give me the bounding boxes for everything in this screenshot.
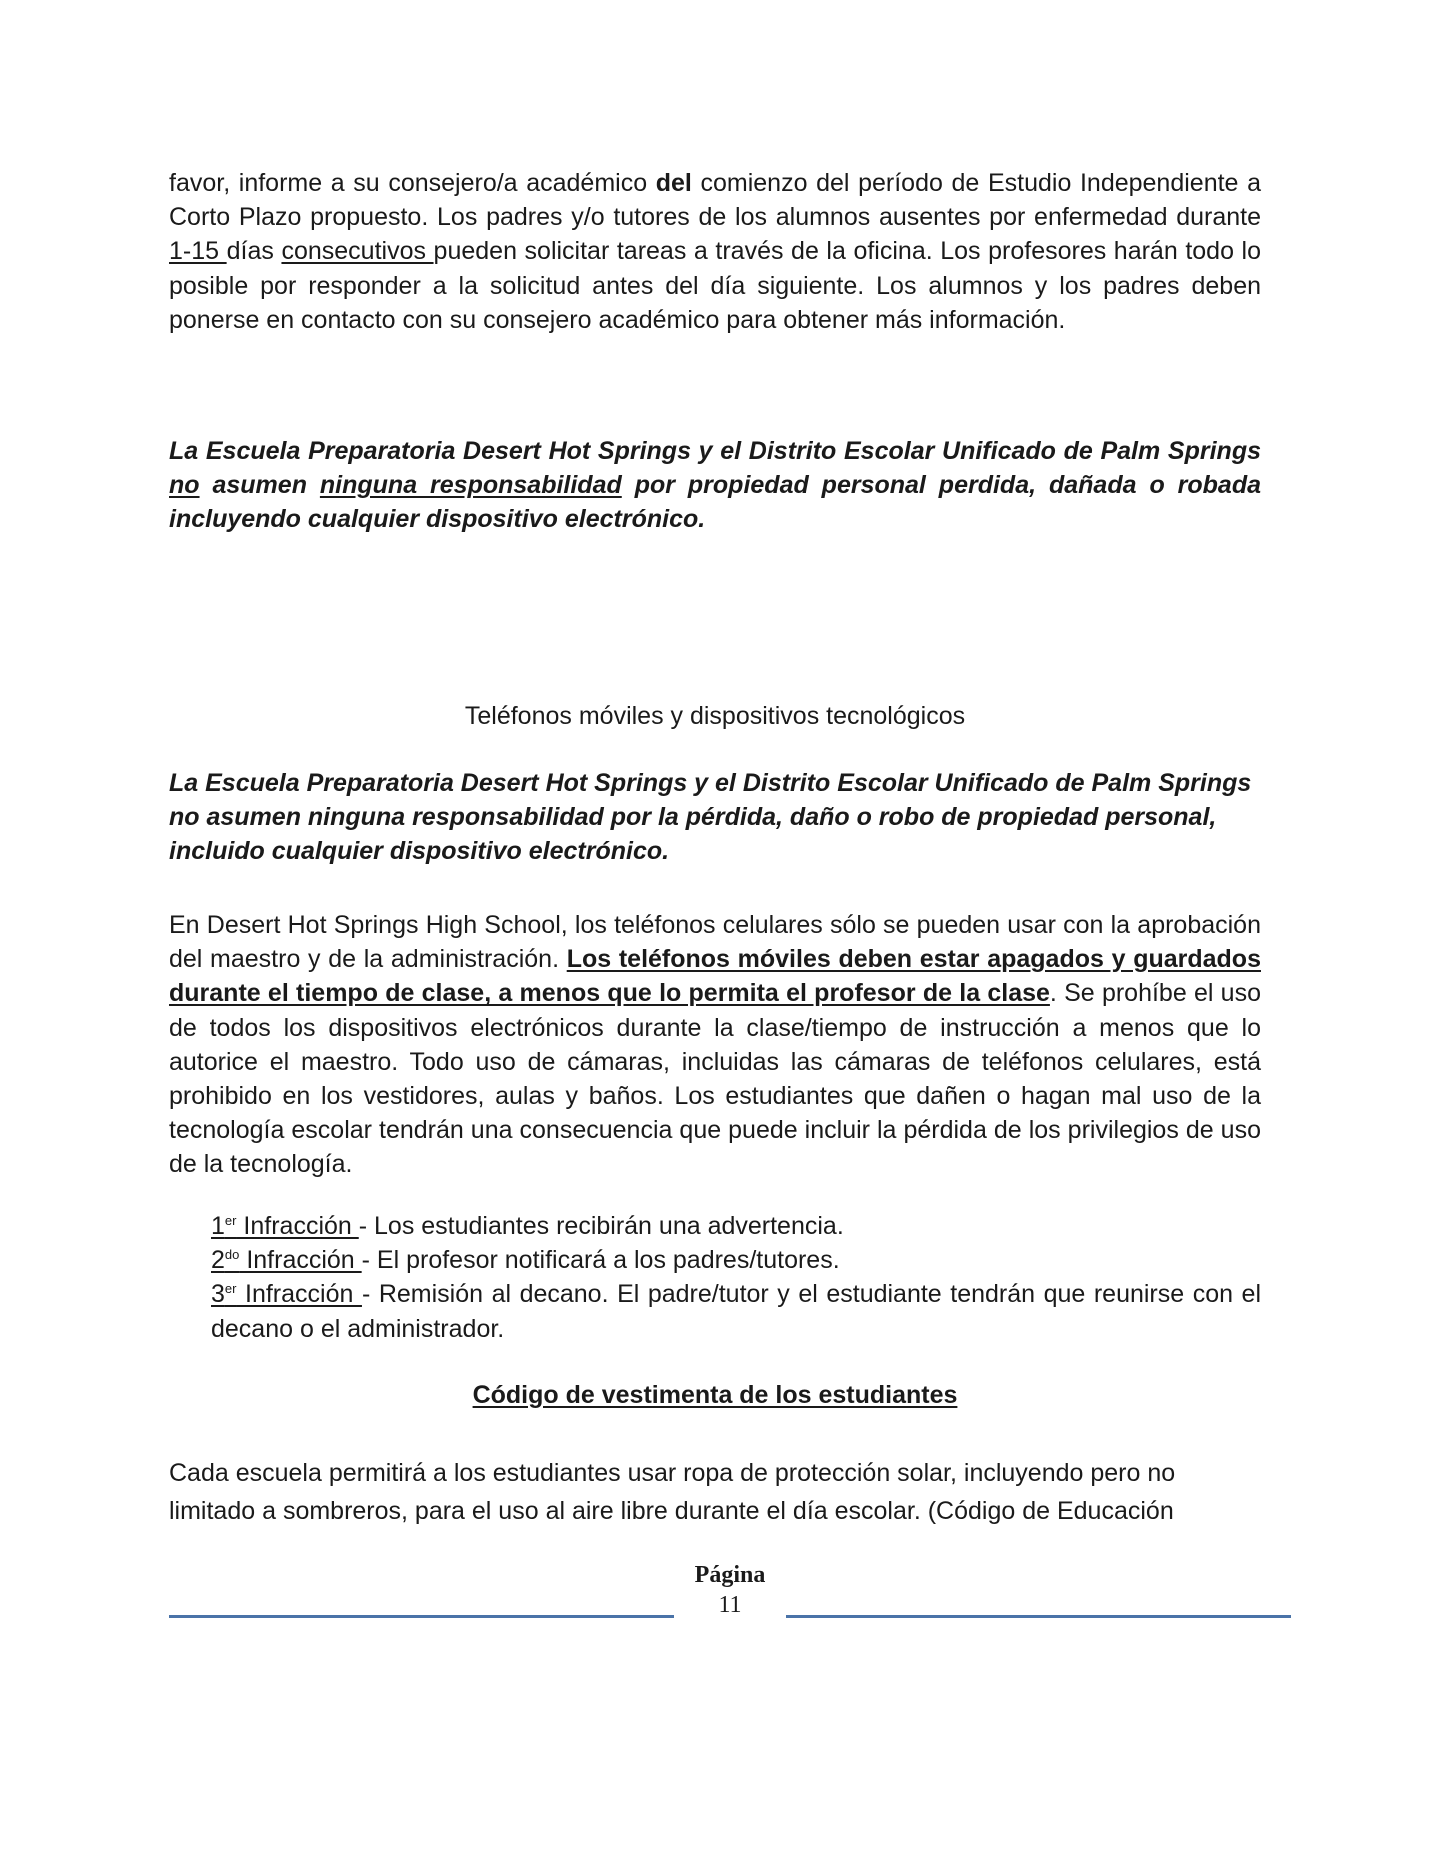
section-heading-phones: Teléfonos móviles y dispositivos tecnológicos: [464, 702, 966, 730]
infraction-label: [211, 1246, 362, 1274]
infraction-number: 1: [211, 1212, 225, 1240]
infraction-word: Infracción: [239, 1246, 362, 1275]
text-run: En Desert Hot Springs High School, los teléfonos celulares sólo se pueden usar con la aprobación del maestro y de la administración.: [169, 911, 1261, 974]
footer-rule-left: [169, 1615, 674, 1618]
ordinal-suffix: do: [224, 1247, 240, 1263]
liability-disclaimer: [169, 434, 1261, 537]
page-number: 11: [718, 1592, 742, 1618]
ordinal-suffix: er: [224, 1213, 237, 1228]
infraction-item: [211, 1209, 1261, 1243]
dress-code-paragraph: Cada escuela permitirá a los estudiantes usar ropa de protección solar, incluyendo pero no limitado a sombreros, para el uso al aire libre durante el día escolar. (Código de Educación: [169, 1459, 1176, 1525]
phones-disclaimer: La Escuela Preparatoria Desert Hot Springs y el Distrito Escolar Unificado de Palm Springs no asumen ninguna responsabilidad por la pérdida, daño o robo de propiedad personal, incluido cualquier dispositivo electrónico.: [169, 769, 1252, 866]
text-run: pueden solicitar tareas a través de la oficina. Los profesores harán todo lo posible por responder a la solicitud antes del día siguiente. Los alumnos y los padres deben ponerse en contacto con su consejero académico para obtener más información.: [169, 237, 1262, 334]
text-run: asumen: [199, 471, 320, 500]
intro-paragraph: [169, 166, 1261, 337]
text-run: La Escuela Preparatoria Desert Hot Springs y el Distrito Escolar Unificado de Palm Springs: [169, 437, 1261, 465]
infraction-text: - El profesor notificará a los padres/tutores.: [361, 1246, 840, 1275]
footer-rule-right: [786, 1615, 1291, 1618]
text-run: por propiedad personal perdida, dañada o robada incluyendo cualquier dispositivo electrónico.: [169, 471, 1261, 534]
infraction-label: [211, 1280, 362, 1308]
infraction-number: 2: [211, 1246, 225, 1275]
infraction-number: 3: [211, 1280, 225, 1309]
text-run-bold-underlined: Los teléfonos móviles deben estar apagados y guardados durante el tiempo de clase, a menos que lo permita el profesor de la clase: [169, 945, 1261, 1008]
text-run-bold: del: [655, 169, 692, 197]
ordinal-suffix: er: [224, 1281, 237, 1297]
text-run: comienzo del período de Estudio Independiente a Corto Plazo propuesto. Los padres y/o tutores de los alumnos ausentes por enfermedad durante: [169, 169, 1261, 232]
text-run: . Se prohíbe el uso de todos los dispositivos electrónicos durante la clase/tiempo de instrucción a menos que lo autorice el maestro. Todo uso de cámaras, incluidas las cámaras de teléfonos celulares, está prohibido en los vestidores, aulas y baños. Los estudiantes que dañen o hagan mal uso de la tecnología escolar tendrán una consecuencia que puede incluir la pérdida de los privilegios de uso de la tecnología.: [169, 979, 1261, 1179]
infractions-list: [211, 1209, 1261, 1346]
infraction-word: Infracción: [236, 1212, 359, 1240]
text-run: favor, informe a su consejero/a académico: [169, 169, 656, 197]
infraction-text: - Los estudiantes recibirán una advertencia.: [358, 1212, 844, 1240]
text-run-underlined: ninguna responsabilidad: [319, 471, 622, 500]
phones-policy-paragraph: [169, 908, 1261, 1182]
document-page: [169, 166, 1262, 1525]
text-run: días: [226, 237, 282, 266]
text-run-underlined: no: [169, 471, 200, 500]
section-heading-dress-code: Código de vestimenta de los estudiantes: [472, 1381, 958, 1409]
infraction-text: - Remisión al decano. El padre/tutor y el estudiante tendrán que reunirse con el decano o el administrador.: [211, 1280, 1262, 1343]
infraction-word: Infracción: [236, 1280, 362, 1309]
infraction-label: [211, 1212, 359, 1240]
infraction-item: [211, 1243, 1261, 1277]
page-footer: [169, 1562, 1291, 1622]
page-label: Página: [694, 1562, 766, 1588]
text-run-underlined: 1-15: [169, 237, 227, 266]
text-run-underlined: consecutivos: [281, 237, 434, 266]
infraction-item: [211, 1277, 1261, 1345]
